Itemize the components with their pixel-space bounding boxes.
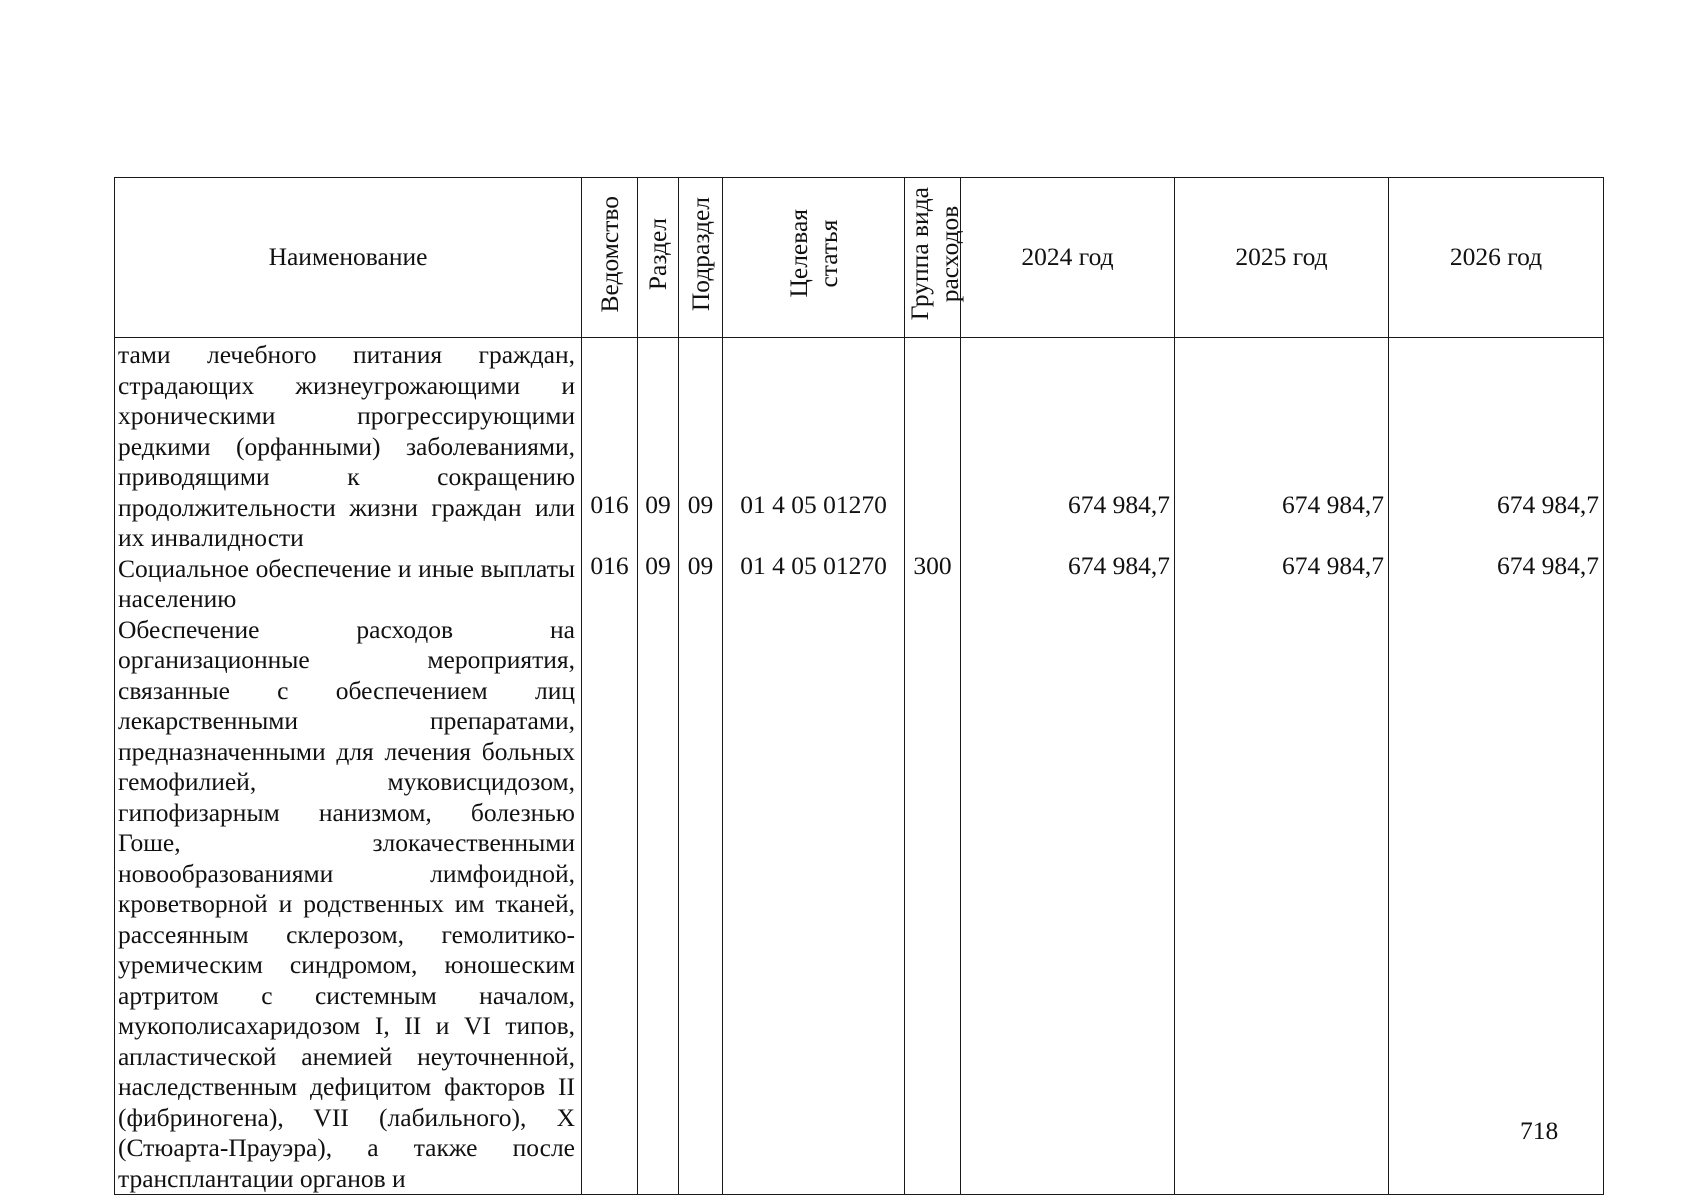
row1-department: 016 — [590, 490, 629, 519]
row1-expense-group — [905, 490, 960, 521]
header-name — [115, 178, 582, 338]
row2-year-2025: 674 984,7 — [1282, 551, 1384, 580]
name-paragraph-2: Социальное обеспечение и иные выплаты населению — [118, 553, 575, 613]
row2-year-2026: 674 984,7 — [1497, 551, 1599, 580]
table-row — [115, 338, 1604, 1195]
header-section-label: Раздел — [643, 217, 672, 290]
department-cell — [582, 338, 638, 1195]
row2-department: 016 — [590, 551, 629, 580]
year-2024-cell — [961, 338, 1175, 1195]
header-target-article — [723, 178, 905, 338]
target-article-cell — [723, 338, 905, 1195]
year-2025-cell — [1175, 338, 1389, 1195]
row2-subsection: 09 — [687, 551, 714, 580]
header-subsection — [679, 178, 723, 338]
header-section — [638, 178, 679, 338]
row1-subsection: 09 — [687, 490, 714, 519]
row1-section: 09 — [645, 490, 671, 519]
row2-year-2024: 674 984,7 — [1068, 551, 1170, 580]
header-year-2024 — [961, 178, 1175, 338]
header-expense-group-line2: расходов — [935, 205, 964, 303]
header-row — [115, 178, 1604, 338]
header-target-article-line2: статья — [813, 219, 843, 288]
row2-expense-group: 300 — [913, 551, 952, 580]
page-number: 718 — [1520, 1116, 1559, 1145]
subsection-cell — [679, 338, 723, 1195]
header-expense-group-line1: Группа вида — [905, 187, 934, 321]
expense-group-cell — [905, 338, 961, 1195]
header-expense-group — [905, 178, 964, 338]
header-year-2025-label: 2025 год — [1235, 242, 1328, 272]
name-cell — [115, 338, 582, 1195]
row1-year-2025: 674 984,7 — [1282, 490, 1384, 519]
header-year-2026 — [1389, 178, 1604, 338]
row2-target-article: 01 4 05 01270 — [740, 551, 887, 580]
row1-year-2024: 674 984,7 — [1068, 490, 1170, 519]
header-department-label: Ведомство — [594, 195, 624, 312]
header-department — [582, 178, 638, 338]
header-year-2024-label: 2024 год — [1021, 242, 1114, 272]
section-cell — [638, 338, 679, 1195]
name-paragraph-3: Обеспечение расходов на организационные мероприятия, связанные с обеспечением лиц лекарственными препаратами, предназначенными для лечения больных гемофилией, муковисцидозом, гипофизарным нанизмом, болезнью Гоше, злокачественными новообразованиями лимфоидной, кроветворной и родственных им тканей, рассеянным склерозом, гемолитико-уремическим синдромом, юношеским артритом с системным началом, мукополисахаридозом I, II и VI типов, апластической анемией неуточненной, наследственным дефицитом факторов II (фибриногена), VII (лабильного), X (Стюарта-Прауэра), а также после трансплантации органов и — [118, 614, 575, 1193]
header-subsection-label: Подраздел — [685, 196, 715, 311]
row1-target-article: 01 4 05 01270 — [740, 490, 887, 519]
header-name-label: Наименование — [268, 242, 428, 272]
row2-section: 09 — [645, 551, 671, 580]
name-paragraph-1: тами лечебного питания граждан, страдающих жизнеугрожающими и хроническими прогрессирующими редкими (орфанными) заболеваниями, приводящими к сокращению продолжительности жизни граждан или их инвалидности — [118, 340, 575, 552]
header-target-article-line1: Целевая — [783, 209, 813, 299]
row1-year-2026: 674 984,7 — [1497, 490, 1599, 519]
year-2026-cell — [1389, 338, 1604, 1195]
budget-table — [114, 177, 1604, 1195]
header-year-2026-label: 2026 год — [1449, 242, 1543, 272]
header-year-2025 — [1175, 178, 1389, 338]
